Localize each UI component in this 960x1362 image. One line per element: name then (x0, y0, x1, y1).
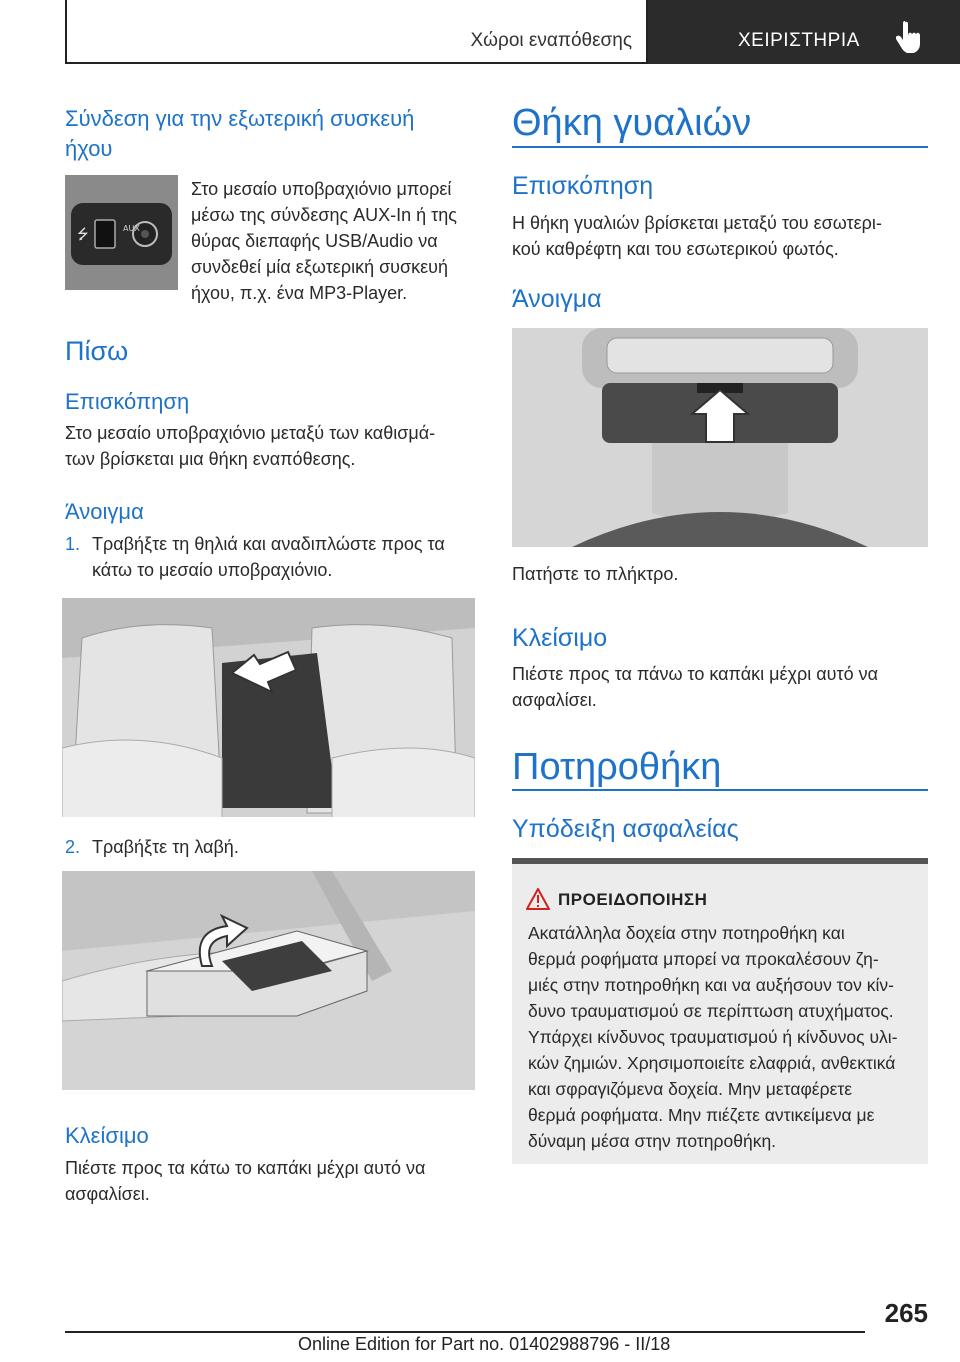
aux-title-line1: Σύνδεση για την εξωτερική συσκευή (65, 106, 415, 131)
aux-description: Στο μεσαίο υποβραχιόνιο μπορεί μέσω της σύνδεσης AUX-In ή της θύρας διεπαφής USB/Audio να συνδεθεί μία εξωτερική συσκευή ήχου, π.χ. ένα MP3-Player. (191, 179, 457, 303)
glasses-compartment-title: Θήκη γυαλιών (512, 102, 752, 144)
press-button-text: Πατήστε το πλήκτρο. (512, 564, 679, 584)
warning-title: ΠΡΟΕΙΔΟΠΟΙΗΣΗ (558, 890, 708, 909)
header-manual-label: ΧΕΙΡΙΣΤΗΡΙΑ (738, 30, 860, 51)
glasses-closing-text: Πιέστε προς τα πάνω το καπάκι μέχρι αυτό να ασφαλίσει. (512, 664, 878, 710)
aux-section-title (65, 104, 414, 164)
glasses-closing-title: Κλείσιμο (512, 624, 608, 652)
rear-overview-title: Επισκόπηση (65, 389, 190, 414)
page-number: 265 (884, 1298, 928, 1328)
title-rule (512, 146, 928, 148)
safety-note-title: Υπόδειξη ασφαλείας (512, 815, 739, 843)
aux-title-line2: ήχου (65, 136, 113, 161)
warning-box (512, 858, 928, 1164)
cupholder-rule (512, 789, 928, 791)
warning-triangle-icon (526, 888, 550, 910)
pointing-hand-icon (896, 20, 926, 54)
header-manual-tab[interactable] (648, 0, 960, 64)
svg-text:AUX: AUX (123, 224, 140, 233)
rear-closing-text: Πιέστε προς τα κάτω το καπάκι μέχρι αυτό να ασφαλίσει. (65, 1158, 426, 1204)
cupholder-title: Ποτηροθήκη (512, 746, 722, 788)
rear-opening-title: Άνοιγμα (65, 499, 144, 524)
warning-text: Ακατάλληλα δοχεία στην ποτηροθήκη και θερμά ροφήματα μπορεί να προκαλέσουν ζη- μιές στην ποτηροθήκη και να αυξήσουν τον κίν- δυνο τραυματισμού σε περίπτωση ατυχήματος. Υπάρχει κίνδυνος τραυματισμού ή κίνδυνος υλι- κών ζημιών. Χρησιμοποιείτε ελαφριά, ανθεκτικά και σφραγιζόμενα δοχεία. Μην μεταφέρετε θερμά ροφήματα. Μην πιέζετε αντικείμενα με δύναμη μέσα στην ποτηροθήκη. (528, 923, 898, 1151)
rear-overview-text: Στο μεσαίο υποβραχιόνιο μεταξύ των καθισμά- των βρίσκεται μια θήκη εναπόθεσης. (65, 423, 436, 469)
svg-text:⭍: ⭍ (77, 227, 89, 243)
armrest-fold-image (62, 598, 475, 817)
glasses-button-image (512, 328, 928, 547)
header-section-box (65, 0, 648, 64)
glasses-overview-title: Επισκόπηση (512, 172, 654, 200)
aux-usb-port-image (65, 175, 178, 290)
armrest-handle-image (62, 871, 475, 1090)
glasses-overview-text: Η θήκη γυαλιών βρίσκεται μεταξύ του εσωτερι- κού καθρέφτη και του εσωτερικού φωτός. (512, 213, 882, 259)
glasses-opening-title: Άνοιγμα (512, 285, 602, 313)
footer-edition: Online Edition for Part no. 01402988796 - II/18 (298, 1334, 671, 1354)
step-1-number: 1. (65, 534, 81, 554)
step-2-number: 2. (65, 837, 81, 857)
rear-title: Πίσω (65, 336, 129, 366)
footer-rule (65, 1331, 865, 1333)
header-section-title: Χώροι εναπόθεσης (470, 30, 632, 51)
rear-closing-title: Κλείσιμο (65, 1123, 149, 1148)
